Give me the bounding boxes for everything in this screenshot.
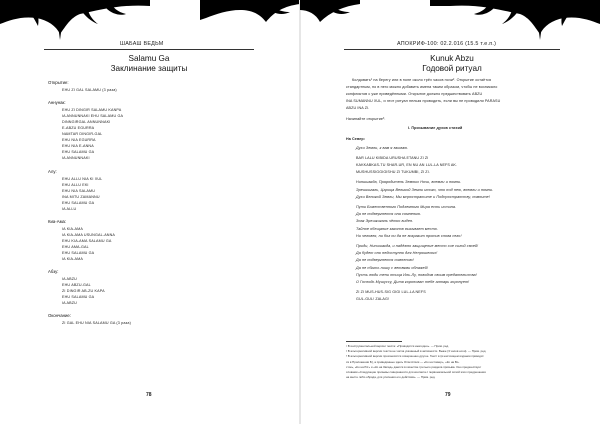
intro-line: Начинайте открытие³.	[346, 116, 386, 121]
verse-line: Да не подвергнется сомнению!	[356, 258, 414, 263]
page-subtitle: Заклинание защиты	[110, 64, 188, 73]
header-rule	[344, 49, 560, 50]
incantation-line: EHU NIA SALAMU	[62, 188, 96, 193]
incantation-line: EHU SALAMU GA	[62, 200, 95, 205]
running-head: АПОКРИФ-100: 02.2.016 (15.5 т.е.п.)	[397, 41, 497, 47]
thorn-ornament-icon	[0, 0, 150, 40]
footnote-line: ³ В альтернативной версии произносится совершенно другое. Текст в (в настоящем издании приводят	[346, 354, 484, 359]
incantation-line: EHU NIA EGURRA	[62, 138, 96, 143]
running-head: ШАБАШ ВЕДЬМ	[120, 41, 164, 47]
section-label: Алу:	[48, 168, 57, 174]
incantation-line: E-ABZU EGURRA	[62, 126, 95, 131]
incantation-line: IA ANNUNNAKI EHU SALAMU GA	[62, 114, 124, 119]
verse-line: Да не подвергнется она сомнению.	[356, 212, 422, 217]
intro-line: конфликтов с уже приведёнными. Открытие должно предшествовать ABZU	[346, 92, 483, 97]
verse-line: Приди, Ниншиакда, и надёжно защищение место сие силой своей!	[356, 244, 479, 248]
intro-line: ABZU INA ZI.	[346, 106, 370, 111]
incantation-line: EHU NIA E-ANNA	[62, 144, 94, 149]
footnote-rule	[346, 341, 402, 342]
page-number: 79	[445, 392, 451, 398]
right-page	[300, 0, 600, 424]
verse-line: Духи Земли, к вам я взываю.	[356, 145, 409, 150]
section-heading: I. Призывание духов стихий	[408, 125, 463, 130]
intro-line: стандартным, но в него можно добавить имена таким образом, чтобы не возникало	[346, 85, 498, 90]
incantation-line: EHU ALLU EKI	[62, 182, 89, 187]
incantation-line: EHU KIA-AMA SALAMU GA	[62, 238, 112, 243]
incantation-line: EHU ZI GAL SALAMU (3 раза)	[62, 88, 117, 92]
verse-line: Ни человек, ни бог ни да не возразит против слова сего!	[356, 233, 462, 238]
incantation-line: IA ANNUNNAKI	[62, 156, 90, 161]
incantation-line: EHU SALAMU GA	[62, 295, 95, 300]
header-rule	[44, 49, 254, 50]
verse-line: GUL-GUL! ZALAG!	[356, 297, 390, 302]
verse-line: Тайное обещание законов вызывает место.	[356, 226, 438, 231]
footnote-line: сток», «Ко на Юг» и «Ко на Запад» даются в качестве третьего раздела призыва. Оно предшествует	[346, 364, 482, 369]
thorn-ornament-icon	[300, 0, 360, 30]
page-number: 78	[146, 392, 152, 398]
thorn-ornament-icon	[430, 0, 600, 40]
incantation-line: IA KIA-AMA	[62, 257, 83, 262]
verse-line: Да не сбыть пишу с ветвями обнажей!	[356, 265, 429, 270]
incantation-line: IA ABZU	[62, 301, 77, 306]
thorn-ornament-icon	[200, 0, 300, 34]
verse-line: Знак Эрешкигаль чётко виден.	[356, 219, 414, 224]
verse-line: MUSHUSSIGGIGISHU ZI TUKUMBI, ZI ZI.	[356, 170, 430, 175]
incantation-line: ZI DINGIR AB-ZU KAPA	[62, 289, 105, 294]
incantation-line: EHU SALAMU GA	[62, 150, 95, 155]
page-title: Kunuk Abzu	[430, 54, 474, 63]
incantation-line: EHU ZI DINGIR SALAMU KANPA	[62, 108, 122, 113]
footnote-line: ¹ В инструментальной версии текста: «Проводится ежегодно». — Прим. ред.	[346, 344, 450, 348]
incantation-line: IA KIA-AMA	[62, 226, 83, 231]
verse-line: KAKKABKAS-TU SHAR-UR, EN NU AN LUL-LA NEFS AK.	[356, 163, 458, 167]
direction-label: На Север:	[346, 136, 366, 141]
section-label: Окончание:	[48, 313, 72, 319]
verse-line: Эрешкигаль, Царица Великой Земли итого, что под нею, внемли и помни.	[356, 187, 494, 192]
incantation-line: INA MITU ZAMANNU	[62, 194, 100, 199]
footnote-line: словами «Следующие призывы совершаются для контакта с первоначальной силой эпох предрешения	[346, 370, 486, 374]
incantation-line: DINNGIRGAL ANNUNNAKI	[62, 120, 111, 125]
verse-line: ZI ZI MUS-HUS-SIG GIGI LUL-LA NEFS	[356, 290, 426, 295]
section-label: Киа-Ама:	[48, 218, 67, 224]
incantation-line: IA ALLU	[62, 206, 77, 211]
verse-line: Духи Великой Земли, Мы мпростратите и Подпространству, помните!	[356, 194, 490, 199]
incantation-line: NAMTAR DINGIR-GAL	[62, 132, 103, 137]
verse-line: Пусть люди тени птица Иль-Лу, поводом своим предательства!	[356, 272, 477, 277]
verse-line: BAR LALU KIBIDA URUSHA ETANU ZI ZI	[356, 155, 429, 160]
intro-line: Колдовать¹ на берегу или в поле около трёх часов ночи². Открытие остаётся	[352, 78, 492, 82]
section-label: Открытие:	[48, 80, 69, 85]
verse-line: Да будет оно недоступно для Непрошеных!	[356, 251, 438, 256]
section-label: Аннунак:	[48, 100, 66, 106]
incantation-line: ZI GAL EHU NIA SALAMU GA (3 раза)	[62, 321, 131, 326]
verse-line: О Господь Мушуссу, Дитя коронован тебе алтарь коронует!	[356, 280, 470, 284]
incantation-line: IA ABZU	[62, 277, 77, 282]
footnote-line: на месте либо обряда, для усиления его действия». — Прим. ред.	[346, 375, 436, 380]
intro-line: INA SUMANNU XUL, и этот ритуал нельзя проводить, если вы не проводили PARASU	[346, 99, 501, 104]
section-label: Абзу:	[48, 269, 59, 275]
footnote-line: ся в Приложении Б), а приведённые здесь Ответствия — «Ко на Север», «Ко на Во-	[346, 359, 460, 364]
incantation-line: IA KIA-AMA USUNGAL-ANNA	[62, 232, 116, 237]
footnote-line: ² В альтернативной версии текста не числа указанный в активности. Выже (3 часов ночи). — Прим. ред.	[346, 349, 487, 354]
incantation-line: EHU ALLU NIA KI XUL	[62, 176, 103, 181]
page-title: Salamu Ga	[128, 54, 170, 63]
verse-line: Ниншиакда, Прародитель Земных Ночи, внемли и помни.	[356, 180, 462, 185]
verse-line: Пути Божественного Подземного Мира есть истина.	[356, 205, 457, 209]
incantation-line: EHU AMA-GAL	[62, 244, 89, 249]
incantation-line: EHU SALAMU GA	[62, 251, 95, 255]
incantation-line: EHU ABZU-GAL	[62, 283, 91, 288]
page-subtitle: Годовой ритуал	[422, 64, 482, 73]
